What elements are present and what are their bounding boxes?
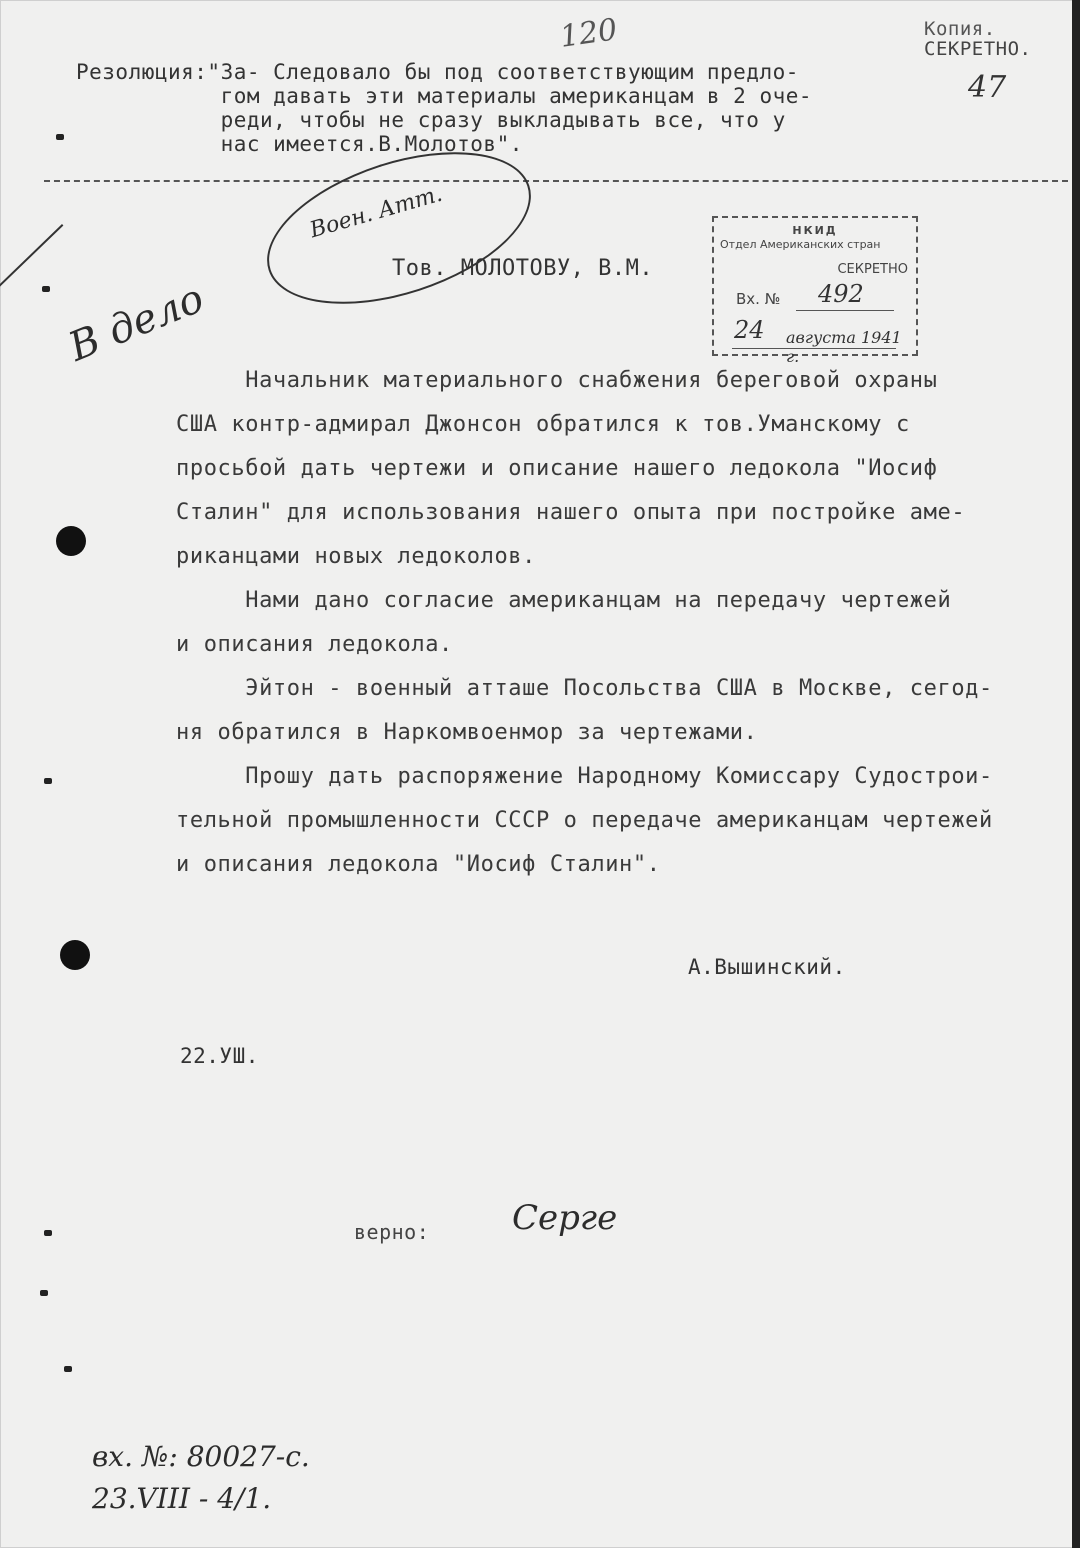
document-date: 22.УШ.	[180, 1044, 259, 1068]
copy-label: Копия.	[924, 18, 996, 40]
addressee: Тов. МОЛОТОВУ, В.М.	[392, 256, 654, 281]
body-line: риканцами новых ледоколов.	[176, 544, 536, 569]
resolution-line: реди, чтобы не сразу выкладывать все, что у	[76, 108, 786, 132]
resolution-block	[76, 60, 813, 204]
margin-note-v-delo: В дело	[62, 275, 211, 371]
body-line: Прошу дать распоряжение Народному Комиссару Судострои-	[176, 764, 993, 789]
stamp-org: НКИД	[792, 224, 838, 237]
stamp-rule	[796, 310, 894, 311]
binding-mark	[44, 778, 52, 784]
punch-hole	[60, 940, 90, 970]
resolution-line: нас имеется.В.Молотов".	[76, 132, 523, 156]
pen-stroke	[0, 224, 63, 364]
stamp-month-year: августа 1941 г.	[786, 328, 902, 366]
body-line: ня обратился в Наркомвоенмор за чертежами.	[176, 720, 758, 745]
registration-number: вх. №: 80027-с.	[92, 1440, 310, 1473]
signer-name: А.Вышинский.	[688, 955, 846, 979]
binding-mark	[40, 1290, 48, 1296]
punch-hole	[56, 526, 86, 556]
binding-mark	[56, 134, 64, 140]
body-line: Нами дано согласие американцам на передачу чертежей	[176, 588, 952, 613]
oval-note: Воен. Атт.	[307, 181, 446, 244]
body-line: и описания ледокола "Иосиф Сталин".	[176, 852, 661, 877]
resolution-line: гом давать эти материалы американцам в 2 оче-	[76, 84, 813, 108]
body-line: просьбой дать чертежи и описание нашего ледокола "Иосиф	[176, 456, 938, 481]
dashed-divider	[44, 180, 1068, 182]
body-line: США контр-адмирал Джонсон обратился к тов.Уманскому с	[176, 412, 910, 437]
body-line: Начальник материального снабжения береговой охраны	[176, 368, 938, 393]
stamp-secret: СЕКРЕТНО	[837, 262, 908, 277]
certification-signature: Серге	[512, 1198, 618, 1238]
body-line: и описания ледокола.	[176, 632, 453, 657]
stamp-rule	[732, 348, 896, 349]
sheet-number: 47	[968, 70, 1007, 105]
archive-number: 120	[557, 12, 620, 55]
certification-label: верно:	[354, 1220, 430, 1244]
scan-edge	[1072, 0, 1080, 1548]
binding-mark	[44, 1230, 52, 1236]
body-line: Сталин" для использования нашего опыта при постройке аме-	[176, 500, 966, 525]
body-line: Эйтон - военный атташе Посольства США в Москве, сегод-	[176, 676, 993, 701]
stamp-incoming-label: Вх. №	[736, 290, 781, 308]
registration-stamp	[712, 216, 918, 366]
stamp-department: Отдел Американских стран	[720, 238, 881, 251]
body-line: тельной промышленности СССР о передаче американцам чертежей	[176, 808, 993, 833]
stamp-incoming-number: 492	[818, 280, 864, 308]
stamp-day: 24	[734, 316, 765, 344]
registration-date: 23.VIII - 4/1.	[92, 1482, 272, 1515]
binding-mark	[42, 286, 50, 292]
binding-mark	[64, 1366, 72, 1372]
secret-label: СЕКРЕТНО.	[924, 38, 1032, 60]
resolution-line: Резолюция:"За- Следовало бы под соответствующим предло-	[76, 60, 799, 84]
